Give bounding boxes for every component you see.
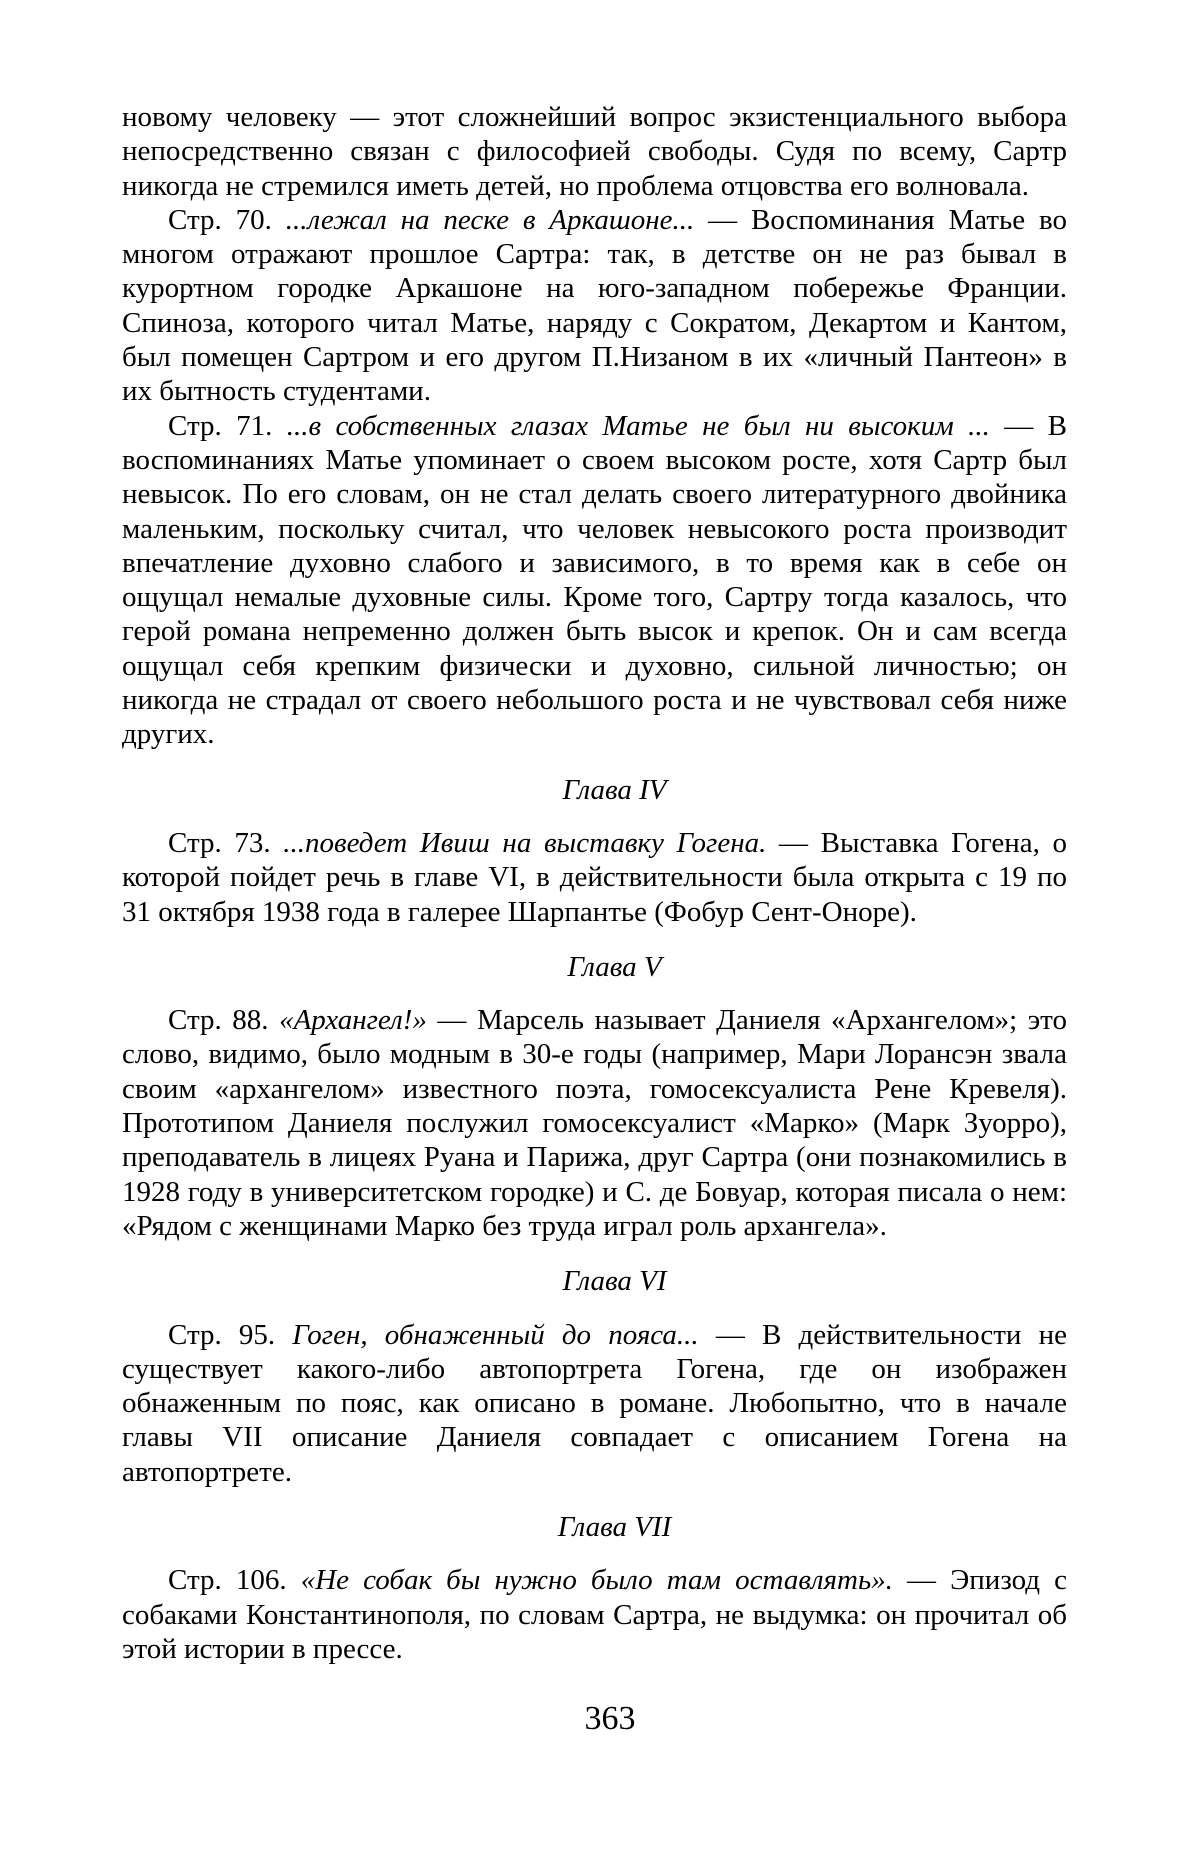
note-ref: Стр. 70. xyxy=(168,203,286,236)
note-quote: «Архангел!» xyxy=(279,1004,427,1037)
note-quote: Гоген, обнаженный до пояса... xyxy=(292,1318,699,1351)
chapter-heading: Глава V xyxy=(567,950,662,983)
note-quote: ...в собственных глазах Матье не был ни высоким ... xyxy=(286,409,990,442)
chapter-heading: Глава VII xyxy=(557,1510,672,1543)
note-ref: Стр. 73. xyxy=(168,826,284,859)
note-quote: ...лежал на песке в Аркашоне... xyxy=(285,203,695,236)
note-ref: Стр. 95. xyxy=(168,1318,293,1351)
note-text: — Эпизод с собаками Константинополя, по словам Сартра, не выдумка: он прочитал об этой истории в прессе. xyxy=(122,1564,1067,1665)
note-page-71 xyxy=(122,409,1067,752)
note-page-95 xyxy=(122,1318,1067,1489)
chapter-heading: Глава VI xyxy=(562,1265,667,1298)
note-page-88 xyxy=(122,1003,1067,1243)
note-quote: ...поведет Ивиш на выставку Гогена. xyxy=(283,826,767,859)
note-text: — В действительности не существует какого-либо автопортрета Гогена, где он изображен обнаженным по пояс, как описано в романе. Любопытно, что в начале главы VII описание Даниеля совпадает с описанием Гогена на автопортрете. xyxy=(122,1318,1067,1488)
note-ref: Стр. 88. xyxy=(168,1004,280,1037)
page-number: 363 xyxy=(584,1700,636,1737)
note-page-106 xyxy=(122,1563,1067,1666)
note-ref: Стр. 106. xyxy=(168,1564,301,1597)
note-quote: «Не собак бы нужно было там оставлять». xyxy=(300,1564,893,1597)
paragraph-continuation xyxy=(122,100,1067,203)
note-text: — Воспоминания Матье во многом отражают прошлое Сартра: так, в детстве он не раз бывал в курортном городке Аркашоне на юго-западном побережье Франции. Спиноза, которого читал Матье, наряду с Сократом, Декартом и Кантом, был помещен Сартром и его другом П.Низаном в их «личный Пантеон» в их бытность студентами. xyxy=(122,203,1068,408)
chapter-heading: Глава IV xyxy=(562,773,667,806)
note-text: — Марсель называет Даниеля «Архангелом»; это слово, видимо, было модным в 30-е годы (например, Мари Лорансэн звала своим «архангелом» известного поэта, гомосексуалиста Рене Кревеля). Прототипом Даниеля послужил гомосексуалист «Марко» (Марк Зуорро), преподаватель в лицеях Руана и Парижа, друг Сартра (они познакомились в 1928 году в университетском городке) и С. де Бовуар, которая писала о нем: «Рядом с женщинами Марко без труда играл роль архангела». xyxy=(122,1004,1067,1242)
note-text: — В воспоминаниях Матье упоминает о своем высоком росте, хотя Сартр был невысок. По его словам, он не стал делать своего литературного двойника маленьким, поскольку считал, что человек невысокого роста производит впечатление духовно слабого и зависимого, в то время как в себе он ощущал немалые духовные силы. Кроме того, Сартру тогда казалось, что герой романа непременно должен быть высок и крепок. Он и сам всегда ощущал себя крепким физически и духовно, сильной личностью; он никогда не страдал от своего небольшого роста и не чувствовал себя ниже других. xyxy=(122,409,1067,751)
document-page xyxy=(122,100,1067,1666)
note-page-73 xyxy=(122,826,1067,929)
note-page-70 xyxy=(122,203,1067,409)
note-text: — Выставка Гогена, о которой пойдет речь в главе VI, в действительности была открыта с 19 по 31 октября 1938 года в галерее Шарпантье (Фобур Сент-Оноре). xyxy=(122,826,1067,928)
paragraph-text: новому человеку — этот сложнейший вопрос экзистенциального выбора непосредственно связан с философией свободы. Судя по всему, Сартр никогда не стремился иметь детей, но проблема отцовства его волновала. xyxy=(122,101,1067,202)
note-ref: Стр. 71. xyxy=(168,409,287,442)
